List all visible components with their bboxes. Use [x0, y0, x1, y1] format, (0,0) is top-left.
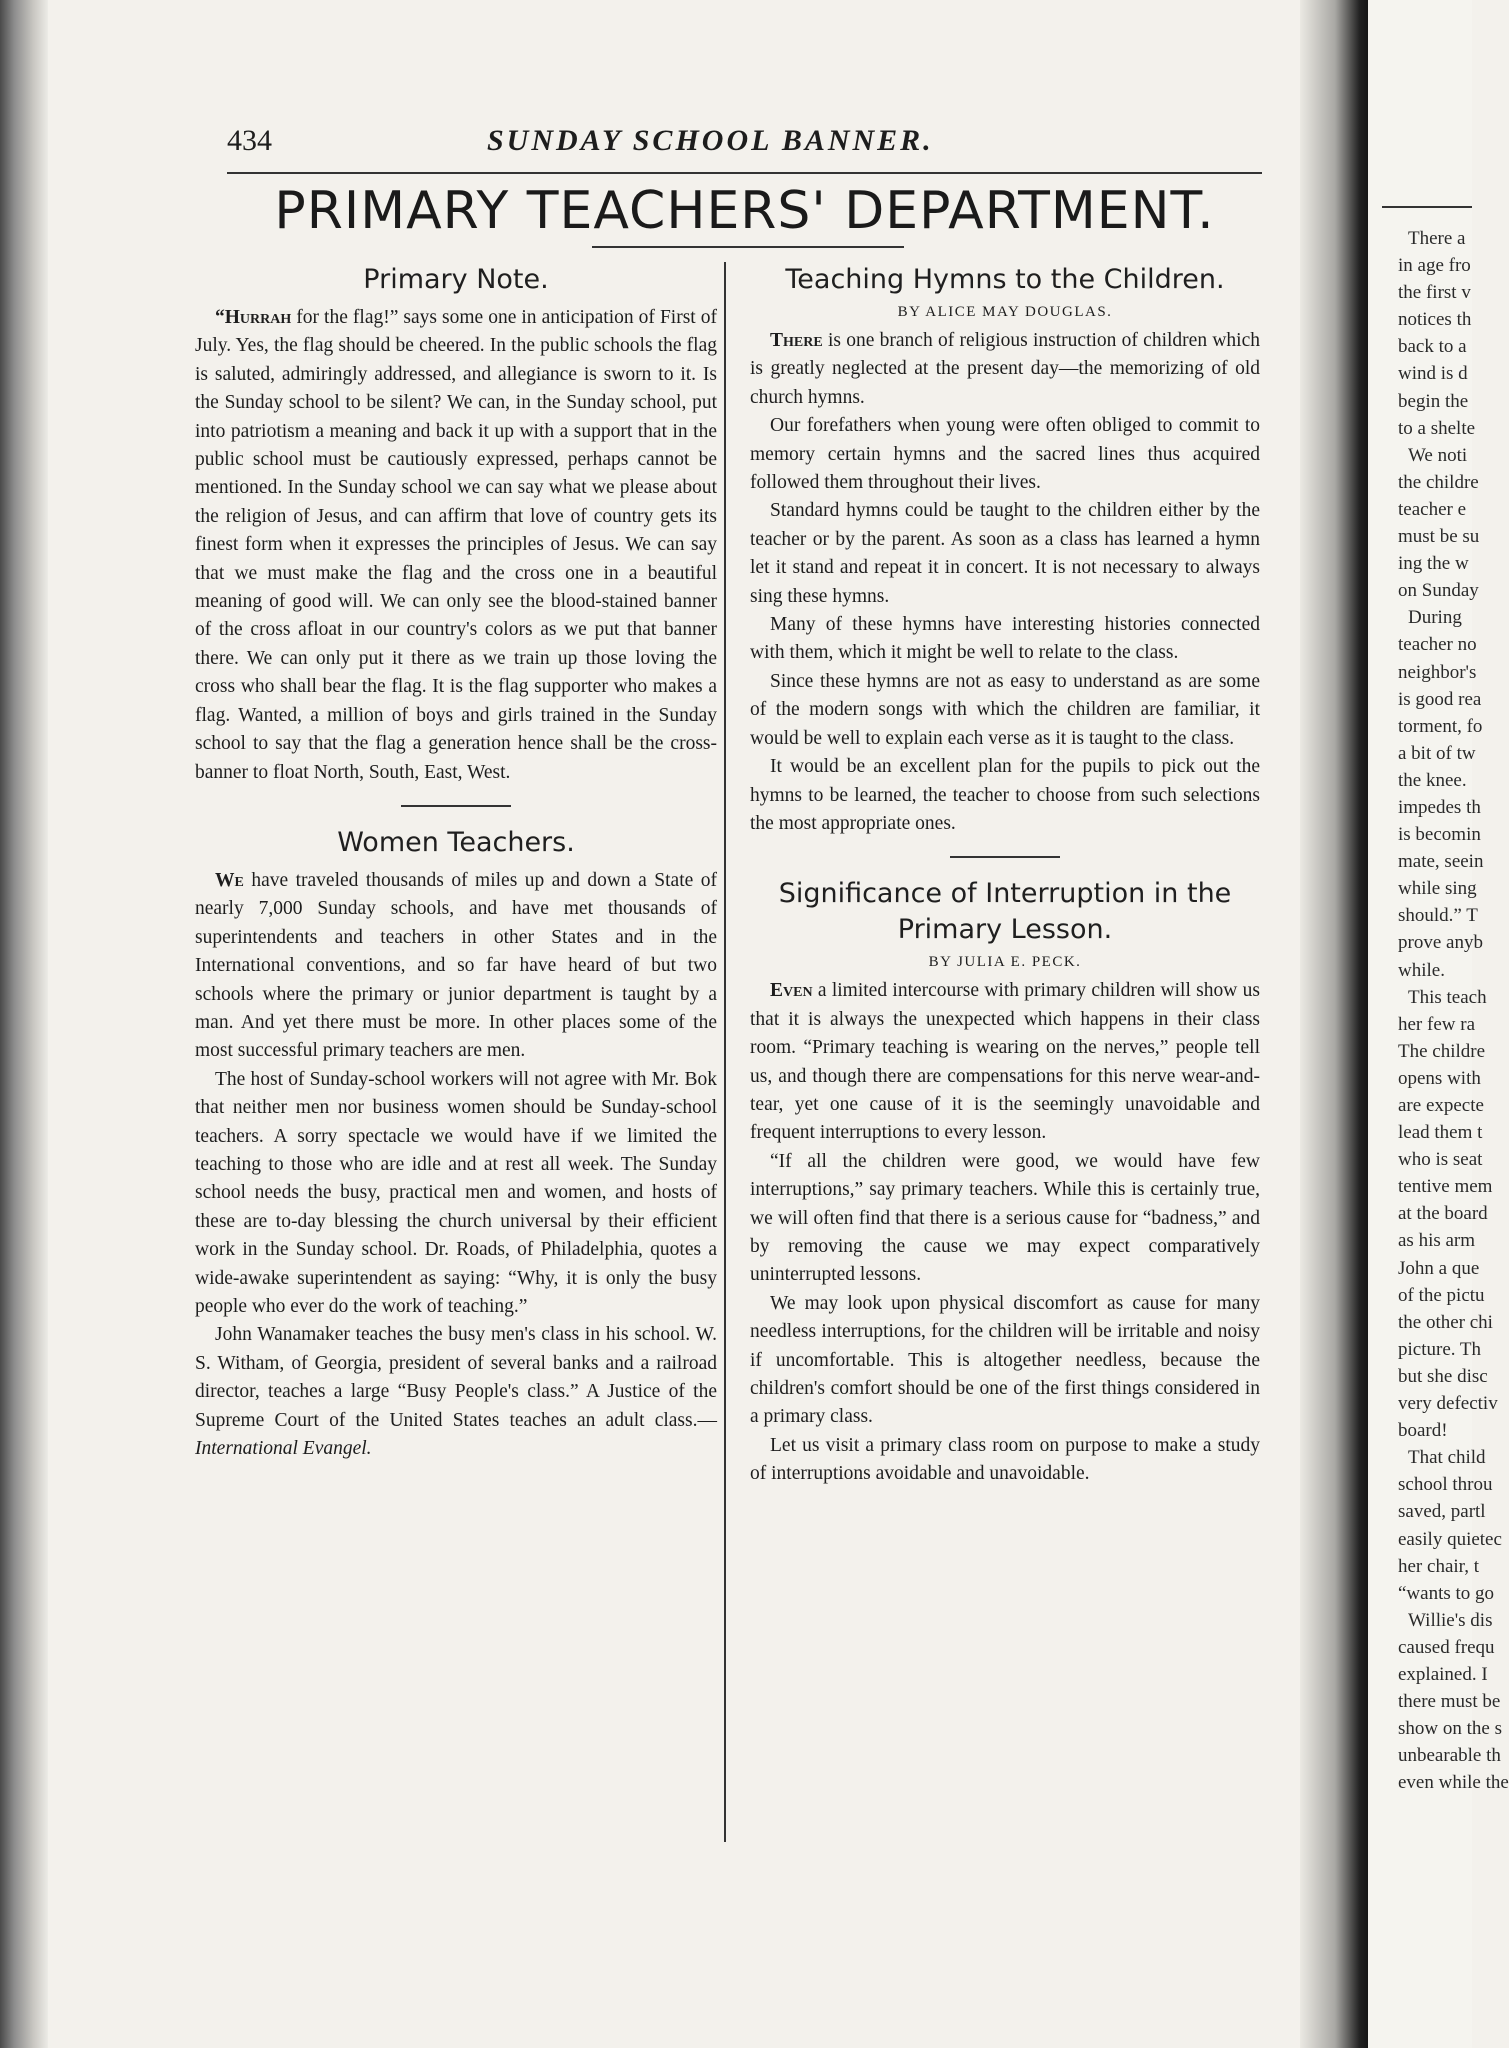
lead-word: We — [215, 869, 244, 891]
facing-page-line: Willie's dis — [1408, 1609, 1493, 1631]
facing-page-line: is becomin — [1398, 824, 1481, 846]
facing-page-line: lead them t — [1398, 1122, 1483, 1144]
running-head — [227, 124, 1262, 164]
facing-page-line: but she disc — [1398, 1365, 1488, 1387]
facing-page-line: there must be — [1398, 1691, 1501, 1713]
facing-page-line: John a que — [1398, 1257, 1480, 1279]
paragraph-text: have traveled thousands of miles up and down a State of nearly 7,000 Sunday schools, and have met thousands of superintendents and teachers in other States and in the International conventions, and so far have heard of but two schools where the primary or junior department is taught by a man. And yet there must be more. In other places some of the most successful primary teachers are men. — [195, 869, 717, 1062]
article-paragraph: Our forefathers when young were often obliged to commit to memory certain hymns and the sacred lines thus acquired followed them throughout their lives. — [750, 415, 1260, 494]
facing-page-line: neighbor's — [1398, 661, 1477, 683]
facing-page-line: board! — [1398, 1420, 1448, 1442]
left-column — [195, 256, 717, 1463]
facing-page-line: opens with — [1398, 1067, 1481, 1089]
facing-page-line: ing the w — [1398, 553, 1469, 575]
facing-page-line: begin the — [1398, 390, 1469, 412]
facing-page-line: back to a — [1398, 336, 1467, 358]
journal-title: SUNDAY SCHOOL BANNER. — [487, 124, 934, 157]
facing-page-line: That child — [1408, 1447, 1486, 1469]
facing-page-line: who is seat — [1398, 1149, 1483, 1171]
header-rule — [227, 172, 1262, 174]
facing-page-line: show on the s — [1398, 1718, 1502, 1740]
title-rule — [592, 246, 904, 248]
facing-page-line: the first v — [1398, 282, 1471, 304]
facing-page-line: caused frequ — [1398, 1636, 1495, 1658]
source-citation: International Evangel. — [195, 1438, 372, 1460]
article-paragraph — [195, 867, 717, 1066]
article-byline: BY JULIA E. PECK. — [928, 954, 1082, 971]
paragraph-text: John Wanamaker teaches the busy men's class in his school. W. S. Witham, of Georgia, president of several banks and a railroad director, teaches a large “Busy People's class.” A Justice of the Supreme Court of the United States teaches an adult class.— — [195, 1324, 717, 1431]
facing-page-line: to a shelte — [1398, 417, 1476, 439]
section-separator — [950, 856, 1060, 858]
facing-page-line: school throu — [1398, 1474, 1493, 1496]
article-heading: Primary Note. — [363, 264, 549, 295]
facing-page-line: even while the — [1398, 1772, 1509, 1794]
facing-page-line: explained. I — [1398, 1663, 1488, 1685]
article-paragraph: Since these hymns are not as easy to understand as are some of the modern songs with which the children are familiar, it would be well to explain each verse as it is taught to the class. — [750, 670, 1260, 749]
facing-page-line: teacher e — [1398, 498, 1467, 520]
facing-page-line: a bit of tw — [1398, 742, 1476, 764]
article-paragraph: Standard hymns could be taught to the children either by the teacher or by the parent. As soon as a class has learned a hymn let it stand and repeat it in concert. It is not necessary to always sing these hymns. — [750, 500, 1260, 607]
facing-page-line: the other chi — [1398, 1311, 1493, 1333]
facing-page-line: This teach — [1408, 986, 1487, 1008]
facing-page-line: saved, partl — [1398, 1501, 1486, 1523]
article-heading-line: Significance of Interruption in the — [778, 878, 1232, 910]
facing-page-line: wind is d — [1398, 363, 1468, 385]
article-teaching-hymns — [750, 262, 1260, 838]
facing-page-line: the childre — [1398, 471, 1479, 493]
page-number: 434 — [227, 124, 272, 157]
article-heading-line: Primary Lesson. — [897, 914, 1113, 946]
facing-page-line: impedes th — [1398, 796, 1481, 818]
facing-page-line: unbearable th — [1398, 1745, 1501, 1767]
facing-page-line: must be su — [1398, 526, 1480, 548]
facing-page-line: easily quietec — [1398, 1528, 1502, 1550]
facing-page-line: as his arm — [1398, 1230, 1476, 1252]
article-paragraph — [195, 1321, 717, 1463]
facing-page-line: prove anyb — [1398, 932, 1483, 954]
facing-page-line: There a — [1408, 228, 1466, 249]
facing-page-rule — [1382, 206, 1472, 208]
middle-column — [750, 256, 1260, 1489]
page-gutter — [1300, 0, 1370, 2048]
facing-page-line: We noti — [1408, 444, 1468, 466]
facing-page-line: while. — [1398, 959, 1445, 981]
article-primary-note — [195, 262, 717, 787]
article-paragraph — [750, 977, 1260, 1147]
facing-page-line: torment, fo — [1398, 715, 1483, 737]
facing-page-line: the knee. — [1398, 769, 1467, 791]
lead-word: Even — [770, 980, 813, 1002]
facing-page-line: in age fro — [1398, 255, 1471, 277]
facing-page-text — [1398, 225, 1509, 1796]
article-paragraph: It would be an excellent plan for the pupils to pick out the hymns to be learned, the teacher to choose from such selections the most appropriate ones. — [750, 756, 1260, 834]
department-title: PRIMARY TEACHERS' DEPARTMENT. — [274, 181, 1215, 241]
facing-page-line: her chair, t — [1398, 1555, 1480, 1577]
facing-page-line: During — [1408, 607, 1462, 629]
facing-page-line: of the pictu — [1398, 1284, 1485, 1306]
facing-page-line: is good rea — [1398, 688, 1482, 710]
facing-page-line: mate, seein — [1398, 851, 1484, 873]
article-paragraph: We may look upon physical discomfort as cause for many needless interruptions, for the children will be irritable and noisy if uncomfortable. This is altogether needless, because the children's comfort should be one of the first things considered in a primary class. — [750, 1292, 1260, 1428]
article-paragraph — [195, 304, 717, 787]
paragraph-text: is one branch of religious instruction of children which is greatly neglected at the present day—the memorizing of old church hymns. — [750, 330, 1260, 408]
facing-page-line: teacher no — [1398, 634, 1477, 656]
column-rule — [724, 262, 726, 1842]
facing-page-line: very defectiv — [1398, 1393, 1498, 1415]
facing-page-line: should.” T — [1398, 905, 1478, 927]
lead-word: There — [770, 330, 823, 351]
facing-page-line: tentive mem — [1398, 1176, 1493, 1198]
article-paragraph: Let us visit a primary class room on purpose to make a study of interruptions avoidable and unavoidable. — [750, 1434, 1260, 1485]
facing-page-line: notices th — [1398, 309, 1472, 331]
article-paragraph: “If all the children were good, we would have few interruptions,” say primary teachers. While this is certainly true, we will often find that there is a serious cause for “badness,” and by removing the cause we may expect comparatively uninterrupted lessons. — [750, 1150, 1260, 1286]
article-heading — [750, 876, 1260, 948]
facing-page-line: while sing — [1398, 878, 1477, 900]
facing-page-line: “wants to go — [1398, 1582, 1495, 1604]
lead-word: “Hurrah — [215, 307, 292, 328]
facing-page-line: The childre — [1398, 1040, 1486, 1062]
article-paragraph — [750, 327, 1260, 412]
article-paragraph: Many of these hymns have interesting histories connected with them, which it might be well to relate to the class. — [750, 614, 1260, 664]
facing-page-line: picture. Th — [1398, 1338, 1482, 1360]
section-separator — [401, 805, 511, 807]
article-women-teachers — [195, 825, 717, 1464]
facing-page-edge — [1368, 0, 1509, 2048]
article-heading: Women Teachers. — [337, 826, 575, 858]
facing-page-line: are expecte — [1398, 1095, 1484, 1116]
book-binding-shadow — [0, 0, 48, 2048]
paragraph-text: a limited intercourse with primary children will show us that it is always the unexpected which happens in their class room. “Primary teaching is wearing on the nerves,” people tell us, and though there are compensations for this nerve wear-and-tear, yet one cause of it is the seemingly unavoidable and frequent interruptions to every lesson. — [750, 980, 1260, 1144]
facing-page-line: at the board — [1398, 1203, 1488, 1225]
article-byline: BY ALICE MAY DOUGLAS. — [897, 304, 1113, 320]
article-significance-of-interruption — [750, 876, 1260, 1488]
facing-page-line: her few ra — [1398, 1013, 1476, 1035]
facing-page-line: on Sunday — [1398, 580, 1479, 602]
article-paragraph: The host of Sunday-school workers will not agree with Mr. Bok that neither men nor business women should be Sunday-school teachers. A sorry spectacle we would have if we limited the teaching to those who are idle and at rest all week. The Sunday school needs the busy, practical men and women, and hosts of these are to-day blessing the church universal by their efficient work in the Sunday school. Dr. Roads, of Philadelphia, quotes a wide-awake superintendent as saying: “Why, it is only the busy people who ever do the work of teaching.” — [195, 1068, 717, 1317]
paragraph-text: for the flag!” says some one in anticipation of First of July. Yes, the flag should be cheered. In the public schools the flag is saluted, admiringly addressed, and allegiance is sworn to it. Is the Sunday school to be silent? We can, in the Sunday school, put into patriotism a meaning and back it up with a support that in the public school must be cautiously expressed, perhaps cannot be mentioned. In the Sunday school we can say what we please about the religion of Jesus, and can affirm that love of country gets its finest form when it expresses the principles of Jesus. We can say that we must make the flag and the cross one in a beautiful meaning of good will. We can only see the blood-stained banner of the cross afloat in our country's colors as we put that banner there. We can only put it there as we train up those loving the cross who shall bear the flag. It is the flag supporter who makes a flag. Wanted, a million of boys and girls trained in the Sunday school to say that the flag a generation hence shall be the cross-banner to float North, South, East, West. — [195, 307, 717, 783]
article-heading: Teaching Hymns to the Children. — [785, 264, 1225, 295]
